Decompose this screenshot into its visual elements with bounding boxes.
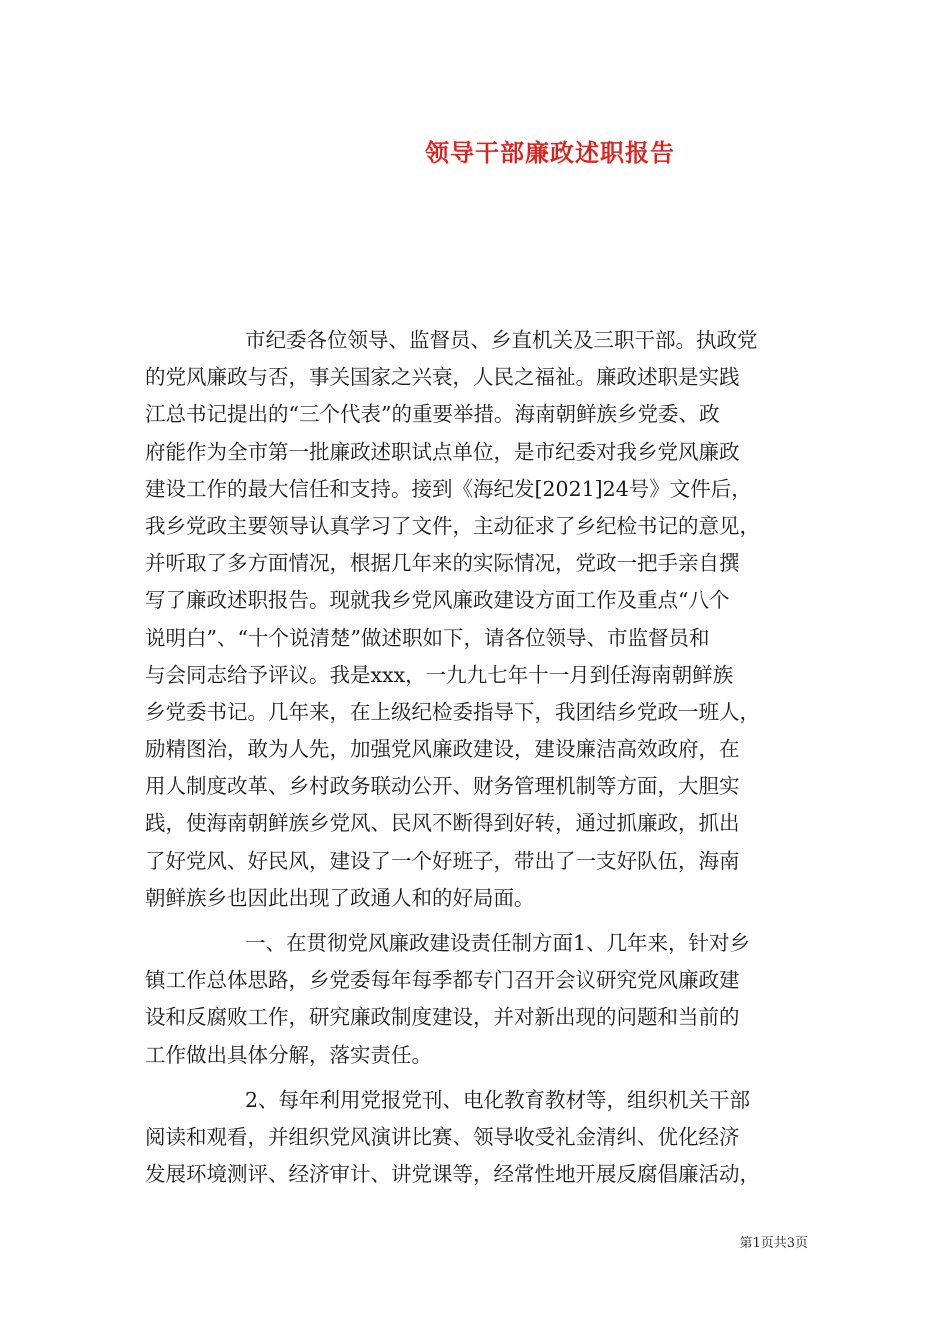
text-line: 了好党风、好民风，建设了一个好班子，带出了一支好队伍，海南 [145,848,740,873]
text-line: 镇工作总体思路，乡党委每年每季都专门召开会议研究党风廉政建 [145,968,740,993]
text-line: 励精图治，敢为人先，加强党风廉政建设，建设廉洁高效政府，在 [145,737,740,762]
text-line: 发展环境测评、经济审计、讲党课等，经常性地开展反腐倡廉活动， [145,1162,760,1187]
text-line: 我乡党政主要领导认真学习了文件，主动征求了乡纪检书记的意见， [145,513,760,538]
text-line: 用人制度改革、乡村政务联动公开、财务管理机制等方面，大胆实 [145,774,740,799]
text-line: 一、在贯彻党风廉政建设责任制方面1、几年来，针对乡 [245,931,751,955]
text-line: 2、每年利用党报党刊、电化教育教材等，组织机关干部 [245,1087,751,1112]
paragraph-gap [145,917,809,925]
document-body [145,322,809,1193]
text-line: 乡党委书记。几年来，在上级纪检委指导下，我团结乡党政一班人， [145,699,760,724]
text-line: 的党风廉政与否，事关国家之兴衰，人民之福祉。廉政述职是实践 [145,365,740,390]
text-line: 工作做出具体分解，落实责任。 [145,1042,432,1067]
text-line: 设和反腐败工作，研究廉政制度建设，并对新出现的问题和当前的 [145,1005,740,1030]
text-line: 说明白”、“十个说清楚”做述职如下，请各位领导、市监督员和 [145,625,710,650]
document-title: 领导干部廉政述职报告 [425,138,675,167]
text-line: 写了廉政述职报告。现就我乡党风廉政建设方面工作及重点“八个 [145,588,730,613]
text-line: 并听取了多方面情况，根据几年来的实际情况，党政一把手亲自撰 [145,551,740,576]
text-line: 市纪委各位领导、监督员、乡直机关及三职干部。执政党 [245,328,758,352]
text-line: 阅读和观看，并组织党风演讲比赛、领导收受礼金清纠、优化经济 [145,1124,740,1149]
text-line: 朝鲜族乡也因此出现了政通人和的好局面。 [145,885,535,910]
text-line: 践，使海南朝鲜族乡党风、民风不断得到好转，通过抓廉政，抓出 [145,811,740,836]
page-number-footer: 第1页共3页 [739,1236,808,1251]
text-line: 建设工作的最大信任和支持。接到《海纪发[2021]24号》文件后， [145,476,752,501]
paragraph-3 [145,1082,809,1194]
paragraph-2 [145,925,809,1074]
text-line: 府能作为全市第一批廉政述职试点单位，是市纪委对我乡党风廉政 [145,439,740,464]
text-line: 江总书记提出的“三个代表”的重要举措。海南朝鲜族乡党委、政 [145,402,720,427]
paragraph-1 [145,322,809,917]
text-line: 与会同志给予评议。我是xxx，一九九七年十一月到任海南朝鲜族 [145,662,734,687]
paragraph-gap [145,1074,809,1082]
